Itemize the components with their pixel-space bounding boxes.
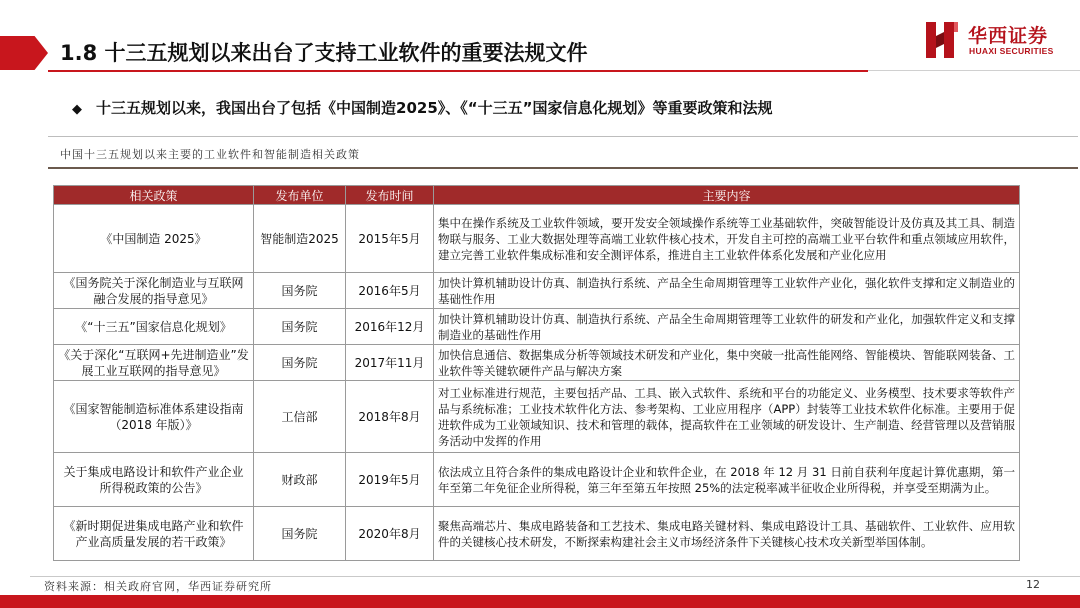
- huaxi-logo-mark-icon: [926, 22, 960, 58]
- footer-rule: [30, 576, 1080, 577]
- logo-name-en: HUAXI SECURITIES: [969, 46, 1054, 56]
- title-underline: [48, 70, 868, 72]
- table-row: [54, 381, 1020, 453]
- section-marker: [0, 36, 48, 70]
- footer-bar: [0, 595, 1080, 608]
- header-policy: 相关政策: [54, 186, 254, 205]
- issuer-cell: 智能制造2025: [254, 205, 346, 273]
- table-row: [54, 507, 1020, 561]
- date-cell: 2020年8月: [346, 507, 434, 561]
- date-cell: 2018年8月: [346, 381, 434, 453]
- header-issuer: 发布单位: [254, 186, 346, 205]
- content-cell: 加快计算机辅助设计仿真、制造执行系统、产品全生命周期管理等工业软件的研发和产业化，加强软件定义和支撑制造业的基础性作用: [434, 309, 1020, 345]
- huaxi-logo: [926, 20, 1076, 64]
- page-number: 12: [1026, 578, 1040, 591]
- date-cell: 2016年5月: [346, 273, 434, 309]
- issuer-cell: 财政部: [254, 453, 346, 507]
- date-cell: 2015年5月: [346, 205, 434, 273]
- page-title: 1.8 十三五规划以来出台了支持工业软件的重要法规文件: [60, 41, 588, 65]
- policy-table: [53, 185, 1020, 561]
- header-date: 发布时间: [346, 186, 434, 205]
- caption-rule: [48, 167, 1078, 169]
- issuer-cell: 国务院: [254, 273, 346, 309]
- policy-cell: 《“十三五”国家信息化规划》: [54, 309, 254, 345]
- diamond-bullet-icon: ◆: [72, 102, 82, 117]
- table-row: [54, 345, 1020, 381]
- policy-cell: 《关于深化“互联网+先进制造业”发展工业互联网的指导意见》: [54, 345, 254, 381]
- policy-cell: 关于集成电路设计和软件产业企业所得税政策的公告》: [54, 453, 254, 507]
- date-cell: 2019年5月: [346, 453, 434, 507]
- content-cell: 依法成立且符合条件的集成电路设计企业和软件企业，在 2018 年 12 月 31 日前自获利年度起计算优惠期，第一年至第二年免征企业所得税，第三年至第五年按照 25%的法定税率减半征收企业所得税，并享受至期满为止。: [434, 453, 1020, 507]
- bullet-text: 十三五规划以来，我国出台了包括《中国制造2025》、《“十三五”国家信息化规划》等重要政策和法规: [96, 99, 773, 117]
- content-cell: 聚焦高端芯片、集成电路装备和工艺技术、集成电路关键材料、集成电路设计工具、基础软件、工业软件、应用软件的关键核心技术研发，不断探索构建社会主义市场经济条件下关键核心技术攻关新型举国体制。: [434, 507, 1020, 561]
- table-caption: 中国十三五规划以来主要的工业软件和智能制造相关政策: [60, 148, 360, 161]
- table-row: [54, 273, 1020, 309]
- content-cell: 加快信息通信、数据集成分析等领域技术研发和产业化，集中突破一批高性能网络、智能模块、智能联网装备、工业软件等关键软硬件产品与解决方案: [434, 345, 1020, 381]
- table-row: [54, 309, 1020, 345]
- source-note: 资料来源：相关政府官网，华西证券研究所: [44, 580, 272, 593]
- divider: [48, 136, 1078, 137]
- policy-cell: 《新时期促进集成电路产业和软件产业高质量发展的若干政策》: [54, 507, 254, 561]
- content-cell: 集中在操作系统及工业软件领域，要开发安全领域操作系统等工业基础软件，突破智能设计及仿真及其工具、制造物联与服务、工业大数据处理等高端工业软件核心技术，开发自主可控的高端工业平台软件和重点领域应用软件，建立完善工业软件集成标准和安全测评体系，推进自主工业软件体系化发展和产业化应用: [434, 205, 1020, 273]
- date-cell: 2016年12月: [346, 309, 434, 345]
- issuer-cell: 国务院: [254, 309, 346, 345]
- bullet-point: [72, 97, 772, 118]
- header-content: 主要内容: [434, 186, 1020, 205]
- table-row: [54, 453, 1020, 507]
- content-cell: 加快计算机辅助设计仿真、制造执行系统、产品全生命周期管理等工业软件产业化，强化软件支撑和定义制造业的基础性作用: [434, 273, 1020, 309]
- logo-name-cn: 华西证券: [968, 25, 1049, 47]
- issuer-cell: 国务院: [254, 507, 346, 561]
- issuer-cell: 国务院: [254, 345, 346, 381]
- policy-cell: 《国务院关于深化制造业与互联网融合发展的指导意见》: [54, 273, 254, 309]
- title-underline-gray: [868, 70, 1080, 71]
- date-cell: 2017年11月: [346, 345, 434, 381]
- policy-cell: 《国家智能制造标准体系建设指南（2018 年版）》: [54, 381, 254, 453]
- issuer-cell: 工信部: [254, 381, 346, 453]
- content-cell: 对工业标准进行规范，主要包括产品、工具、嵌入式软件、系统和平台的功能定义、业务模型、技术要求等软件产品与系统标准；工业技术软件化方法、参考架构、工业应用程序（APP）封装等工业技术软件化标准。主要用于促进软件成为工业领域知识、技术和管理的载体，提高软件在工业领域的研发设计、生产制造、经营管理以及营销服务活动中发挥的作用: [434, 381, 1020, 453]
- table-header-row: [54, 186, 1020, 205]
- policy-cell: 《中国制造 2025》: [54, 205, 254, 273]
- table-row: [54, 205, 1020, 273]
